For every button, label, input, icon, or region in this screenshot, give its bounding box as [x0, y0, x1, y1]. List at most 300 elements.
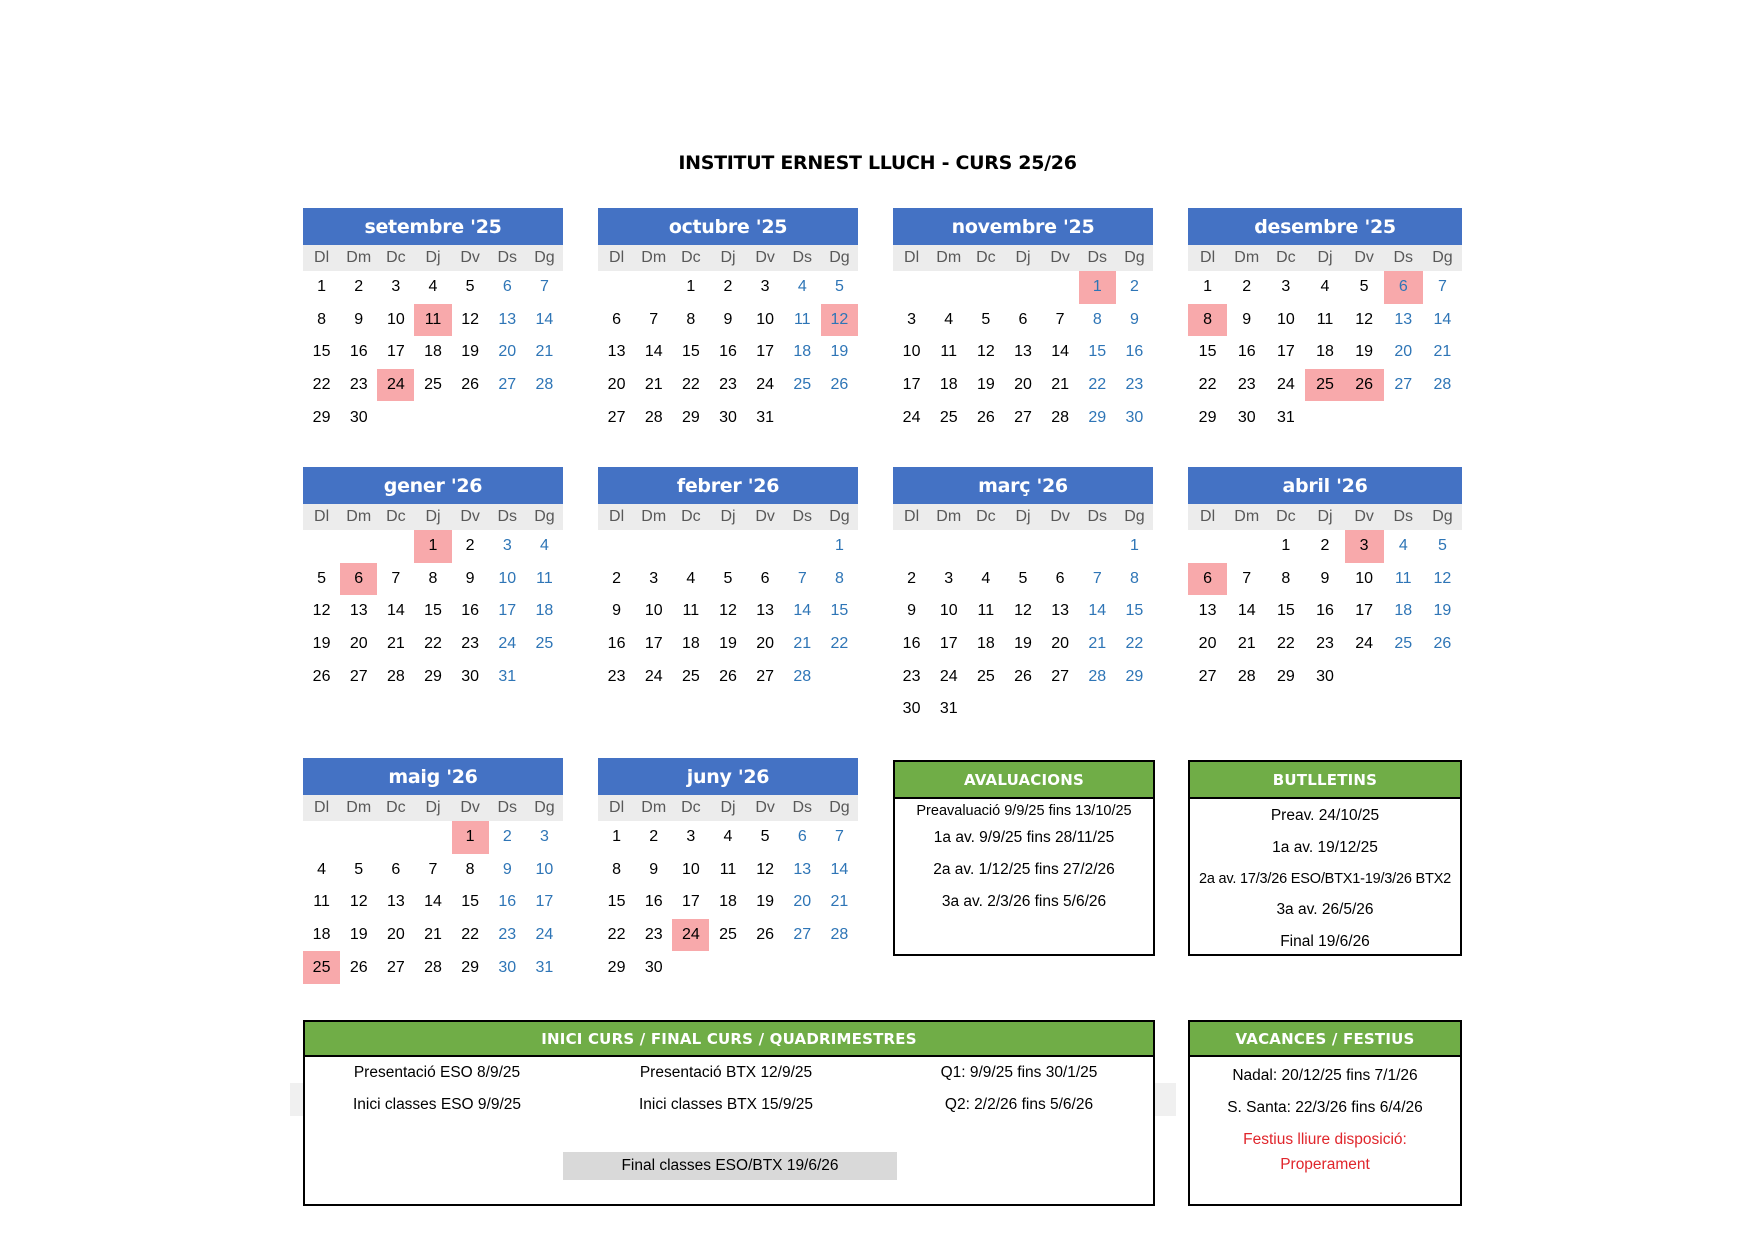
weekday-label: Dg	[829, 799, 850, 816]
day-cell: 19	[976, 376, 995, 394]
empty-cell	[1004, 530, 1041, 563]
weekday-label: Dg	[534, 249, 555, 266]
day-cell: 14	[535, 310, 554, 328]
day-cell: 15	[1088, 343, 1107, 361]
day-cell: 10	[1276, 310, 1295, 328]
day-cell: 15	[1276, 602, 1295, 620]
day-cell: 19	[1355, 343, 1374, 361]
day-cell: 25	[681, 667, 700, 685]
day-cell: 23	[1237, 376, 1256, 394]
day-cell: 13	[793, 860, 812, 878]
day-cell: 19	[756, 893, 775, 911]
weekday-label: Dg	[829, 508, 850, 525]
day-cell: 4	[686, 569, 696, 587]
weekday-label: Dl	[904, 249, 920, 266]
month-calendar	[303, 208, 563, 434]
butlletins-line: 1a av. 19/12/25	[1272, 839, 1378, 856]
day-cell: 24	[535, 926, 554, 944]
inici-line: Presentació BTX 12/9/25	[639, 1064, 813, 1081]
day-cell: 15	[1125, 602, 1144, 620]
empty-cell	[747, 530, 784, 563]
weekday-label: Dv	[460, 799, 480, 816]
day-grid	[598, 271, 858, 434]
day-cell: 27	[349, 667, 368, 685]
weekday-label: Ds	[792, 508, 813, 525]
day-cell: 2	[1129, 278, 1139, 296]
weekday-label: Dc	[1276, 249, 1296, 266]
day-cell: 24	[644, 667, 663, 685]
day-cell: 12	[976, 343, 995, 361]
weekday-label: Dj	[425, 249, 441, 266]
weekday-row	[1188, 245, 1462, 271]
empty-cell	[930, 271, 967, 304]
day-cell: 29	[1276, 667, 1295, 685]
day-cell: 27	[386, 958, 405, 976]
day-cell: 11	[313, 893, 330, 911]
holiday-day-cell: 24	[672, 919, 709, 952]
day-cell: 28	[793, 667, 812, 685]
avaluacions-header: AVALUACIONS	[895, 762, 1153, 799]
day-cell: 10	[1355, 569, 1374, 587]
weekday-label: Dj	[720, 249, 736, 266]
empty-cell	[1227, 530, 1266, 563]
empty-cell	[377, 530, 414, 563]
day-cell: 12	[1014, 602, 1032, 620]
day-cell: 23	[498, 926, 517, 944]
day-cell: 21	[535, 343, 554, 361]
day-cell: 5	[723, 569, 733, 587]
day-cell: 7	[1055, 310, 1065, 328]
month-title: abril '26	[1188, 467, 1462, 504]
day-cell: 7	[649, 310, 659, 328]
day-cell: 24	[902, 408, 921, 426]
weekday-row	[598, 245, 858, 271]
weekday-label: Dj	[1317, 249, 1333, 266]
day-cell: 2	[465, 537, 475, 555]
day-cell: 28	[1433, 376, 1452, 394]
day-cell: 14	[1088, 602, 1107, 620]
day-cell: 12	[756, 860, 775, 878]
empty-cell	[784, 530, 821, 563]
day-cell: 20	[386, 926, 405, 944]
day-cell: 23	[644, 926, 663, 944]
day-cell: 30	[1316, 667, 1334, 685]
day-cell: 30	[1125, 408, 1144, 426]
day-cell: 13	[1394, 310, 1413, 328]
day-cell: 8	[428, 569, 438, 587]
inici-line: Inici classes ESO 9/9/25	[353, 1096, 521, 1113]
day-cell: 15	[1198, 343, 1217, 361]
day-cell: 29	[681, 408, 700, 426]
day-cell: 23	[1125, 376, 1144, 394]
month-calendar	[598, 467, 858, 693]
day-cell: 5	[834, 278, 844, 296]
empty-cell	[1004, 271, 1041, 304]
weekday-label: Dj	[1015, 249, 1031, 266]
day-cell: 7	[797, 569, 807, 587]
weekday-label: Dc	[386, 249, 406, 266]
day-cell: 1	[317, 278, 327, 296]
day-cell: 8	[1129, 569, 1139, 587]
day-cell: 6	[502, 278, 512, 296]
day-cell: 14	[830, 860, 849, 878]
day-cell: 27	[1198, 667, 1217, 685]
day-cell: 23	[349, 376, 368, 394]
day-cell: 5	[1359, 278, 1369, 296]
empty-cell	[967, 271, 1004, 304]
day-cell: 13	[1051, 602, 1070, 620]
day-cell: 14	[386, 602, 405, 620]
day-cell: 13	[498, 310, 517, 328]
day-cell: 9	[1242, 310, 1252, 328]
festius-note: Properament	[1280, 1156, 1370, 1173]
day-cell: 21	[386, 635, 405, 653]
day-cell: 6	[612, 310, 622, 328]
day-cell: 18	[1316, 343, 1334, 361]
day-cell: 27	[607, 408, 626, 426]
day-cell: 16	[461, 602, 480, 620]
inici-line: Q2: 2/2/26 fins 5/6/26	[944, 1096, 1094, 1113]
day-cell: 26	[1014, 667, 1032, 685]
day-cell: 18	[976, 635, 995, 653]
day-cell: 19	[1433, 602, 1452, 620]
weekday-row	[598, 795, 858, 821]
day-cell: 8	[1092, 310, 1102, 328]
weekday-label: Dm	[346, 249, 372, 266]
weekday-label: Dl	[314, 508, 330, 525]
day-cell: 17	[1276, 343, 1295, 361]
day-cell: 5	[317, 569, 327, 587]
day-cell: 21	[644, 376, 663, 394]
day-cell: 12	[1433, 569, 1452, 587]
day-cell: 12	[312, 602, 331, 620]
weekday-label: Dv	[1050, 508, 1070, 525]
weekday-label: Dc	[976, 508, 996, 525]
month-calendar	[303, 758, 563, 984]
day-cell: 5	[1437, 537, 1447, 555]
day-cell: 16	[644, 893, 663, 911]
day-cell: 19	[1014, 635, 1032, 653]
day-cell: 25	[793, 376, 812, 394]
day-cell: 24	[1276, 376, 1295, 394]
weekday-label: Dc	[976, 249, 996, 266]
day-cell: 16	[1237, 343, 1256, 361]
weekday-label: Dl	[314, 799, 330, 816]
weekday-label: Dg	[534, 799, 555, 816]
day-cell: 13	[607, 343, 626, 361]
day-cell: 26	[349, 958, 368, 976]
day-cell: 17	[1355, 602, 1374, 620]
day-cell: 9	[354, 310, 364, 328]
day-cell: 1	[834, 537, 844, 555]
day-cell: 3	[944, 569, 954, 587]
month-calendar	[893, 467, 1153, 726]
day-cell: 6	[760, 569, 770, 587]
day-cell: 15	[424, 602, 442, 620]
day-cell: 26	[1433, 635, 1452, 653]
weekday-label: Dc	[681, 799, 701, 816]
day-cell: 12	[461, 310, 480, 328]
day-cell: 4	[1398, 537, 1408, 555]
weekday-label: Dl	[904, 508, 920, 525]
day-cell: 19	[461, 343, 480, 361]
month-calendar	[598, 208, 858, 434]
weekday-label: Dv	[755, 799, 775, 816]
day-cell: 2	[907, 569, 917, 587]
day-cell: 27	[1051, 667, 1070, 685]
day-cell: 4	[1320, 278, 1330, 296]
day-cell: 19	[349, 926, 368, 944]
day-cell: 24	[939, 667, 958, 685]
avaluacions-box	[893, 760, 1155, 956]
day-cell: 1	[1129, 537, 1139, 555]
day-cell: 22	[1125, 635, 1144, 653]
day-cell: 18	[1394, 602, 1413, 620]
day-grid	[893, 271, 1153, 434]
day-cell: 7	[539, 278, 549, 296]
weekday-label: Dm	[346, 508, 372, 525]
final-classes-bar: Final classes ESO/BTX 19/6/26	[563, 1152, 897, 1180]
day-cell: 31	[756, 408, 775, 426]
day-cell: 16	[1125, 343, 1144, 361]
day-cell: 17	[939, 635, 958, 653]
day-cell: 8	[465, 860, 475, 878]
weekday-row	[303, 245, 563, 271]
day-cell: 13	[349, 602, 368, 620]
day-cell: 10	[756, 310, 775, 328]
day-cell: 14	[1433, 310, 1452, 328]
weekday-label: Dg	[534, 508, 555, 525]
empty-cell	[414, 821, 451, 854]
day-cell: 30	[902, 700, 921, 718]
day-cell: 25	[719, 926, 737, 944]
empty-cell	[930, 530, 967, 563]
day-cell: 15	[607, 893, 626, 911]
day-cell: 13	[1014, 343, 1032, 361]
day-cell: 26	[976, 408, 995, 426]
day-grid	[1188, 530, 1462, 693]
weekday-row	[598, 504, 858, 530]
day-cell: 21	[830, 893, 849, 911]
day-cell: 29	[1088, 408, 1107, 426]
day-cell: 9	[465, 569, 475, 587]
weekday-label: Ds	[792, 799, 813, 816]
empty-cell	[1188, 530, 1227, 563]
holiday-day-cell: 24	[377, 369, 414, 402]
weekday-label: Dl	[314, 249, 330, 266]
month-calendar	[1188, 467, 1462, 693]
empty-cell	[635, 530, 672, 563]
day-cell: 29	[607, 958, 626, 976]
day-cell: 20	[349, 635, 368, 653]
day-cell: 16	[498, 893, 517, 911]
holiday-day-cell: 25	[303, 951, 340, 984]
month-title: març '26	[893, 467, 1153, 504]
holiday-day-cell: 11	[414, 304, 451, 337]
day-cell: 6	[1018, 310, 1028, 328]
weekday-label: Dl	[609, 249, 625, 266]
day-cell: 22	[1276, 635, 1295, 653]
day-cell: 31	[498, 667, 517, 685]
weekday-label: Dg	[1124, 249, 1145, 266]
day-cell: 4	[428, 278, 438, 296]
day-cell: 23	[1316, 635, 1334, 653]
weekday-label: Ds	[1087, 249, 1108, 266]
day-cell: 8	[686, 310, 696, 328]
month-title: octubre '25	[598, 208, 858, 245]
weekday-label: Ds	[1393, 249, 1414, 266]
month-title: desembre '25	[1188, 208, 1462, 245]
day-cell: 26	[830, 376, 849, 394]
holiday-day-cell: 1	[452, 821, 489, 854]
day-cell: 22	[1198, 376, 1217, 394]
day-cell: 20	[793, 893, 812, 911]
holiday-day-cell: 6	[1384, 271, 1423, 304]
day-cell: 2	[612, 569, 622, 587]
day-cell: 25	[1394, 635, 1413, 653]
empty-cell	[709, 530, 746, 563]
holiday-day-cell: 12	[821, 304, 858, 337]
day-cell: 26	[719, 667, 737, 685]
empty-cell	[893, 530, 930, 563]
day-cell: 6	[797, 828, 807, 846]
day-cell: 11	[1316, 310, 1334, 328]
day-cell: 5	[760, 828, 770, 846]
weekday-label: Dv	[755, 249, 775, 266]
day-cell: 22	[1088, 376, 1107, 394]
empty-cell	[598, 530, 635, 563]
day-cell: 27	[1014, 408, 1032, 426]
day-cell: 18	[681, 635, 700, 653]
day-cell: 2	[502, 828, 512, 846]
weekday-label: Dj	[720, 508, 736, 525]
day-cell: 19	[719, 635, 737, 653]
weekday-label: Dl	[1200, 508, 1216, 525]
day-cell: 31	[1276, 408, 1295, 426]
day-cell: 24	[498, 635, 517, 653]
holiday-day-cell: 25	[1305, 369, 1344, 402]
day-cell: 5	[465, 278, 475, 296]
day-cell: 6	[391, 860, 401, 878]
weekday-label: Dj	[425, 508, 441, 525]
day-grid	[598, 821, 858, 984]
weekday-label: Dg	[1124, 508, 1145, 525]
day-cell: 24	[1355, 635, 1374, 653]
day-cell: 12	[719, 602, 737, 620]
day-cell: 18	[939, 376, 958, 394]
day-cell: 5	[1018, 569, 1028, 587]
day-cell: 11	[977, 602, 995, 620]
day-cell: 3	[539, 828, 549, 846]
weekday-label: Dg	[829, 249, 850, 266]
day-cell: 9	[612, 602, 622, 620]
day-cell: 3	[391, 278, 401, 296]
weekday-label: Ds	[1087, 508, 1108, 525]
weekday-label: Dm	[936, 249, 962, 266]
day-cell: 16	[607, 635, 626, 653]
empty-cell	[1079, 530, 1116, 563]
day-cell: 17	[644, 635, 663, 653]
empty-cell	[672, 530, 709, 563]
holiday-day-cell: 26	[1345, 369, 1384, 402]
day-cell: 22	[312, 376, 331, 394]
month-calendar	[303, 467, 563, 693]
day-cell: 15	[312, 343, 331, 361]
day-cell: 2	[354, 278, 364, 296]
day-cell: 14	[424, 893, 442, 911]
day-cell: 8	[317, 310, 327, 328]
day-cell: 1	[686, 278, 696, 296]
day-cell: 16	[349, 343, 368, 361]
day-cell: 12	[1355, 310, 1374, 328]
day-cell: 28	[830, 926, 849, 944]
day-cell: 17	[902, 376, 921, 394]
day-cell: 7	[428, 860, 438, 878]
day-cell: 15	[830, 602, 849, 620]
day-cell: 30	[349, 408, 368, 426]
day-cell: 14	[793, 602, 812, 620]
day-cell: 23	[461, 635, 480, 653]
holiday-day-cell: 6	[1188, 563, 1227, 596]
day-cell: 30	[1237, 408, 1256, 426]
day-cell: 2	[723, 278, 733, 296]
day-cell: 2	[1320, 537, 1330, 555]
weekday-label: Dm	[641, 508, 667, 525]
day-cell: 4	[944, 310, 954, 328]
day-cell: 26	[312, 667, 331, 685]
day-cell: 20	[1051, 635, 1070, 653]
butlletins-line: 3a av. 26/5/26	[1276, 901, 1374, 918]
empty-cell	[303, 821, 340, 854]
holiday-day-cell: 6	[340, 563, 377, 596]
day-cell: 28	[386, 667, 405, 685]
day-cell: 12	[349, 893, 368, 911]
day-cell: 5	[354, 860, 364, 878]
day-cell: 21	[1433, 343, 1452, 361]
day-cell: 23	[607, 667, 626, 685]
day-cell: 7	[834, 828, 844, 846]
day-cell: 22	[681, 376, 700, 394]
month-title: setembre '25	[303, 208, 563, 245]
empty-cell	[377, 821, 414, 854]
day-cell: 27	[756, 667, 775, 685]
day-cell: 21	[793, 635, 812, 653]
day-cell: 19	[830, 343, 849, 361]
day-cell: 10	[386, 310, 405, 328]
day-cell: 10	[902, 343, 921, 361]
day-grid	[303, 271, 563, 434]
day-cell: 9	[502, 860, 512, 878]
day-cell: 14	[1237, 602, 1256, 620]
weekday-label: Dj	[1015, 508, 1031, 525]
day-cell: 31	[939, 700, 958, 718]
weekday-label: Dv	[1050, 249, 1070, 266]
month-calendar	[598, 758, 858, 984]
day-cell: 7	[1242, 569, 1252, 587]
day-grid	[893, 530, 1153, 726]
day-cell: 21	[424, 926, 442, 944]
weekday-label: Dm	[346, 799, 372, 816]
day-cell: 30	[719, 408, 737, 426]
day-cell: 26	[756, 926, 775, 944]
inici-curs-header: INICI CURS / FINAL CURS / QUADRIMESTRES	[305, 1022, 1153, 1057]
day-cell: 25	[939, 408, 958, 426]
weekday-label: Dm	[1234, 249, 1260, 266]
day-cell: 11	[940, 343, 958, 361]
day-cell: 3	[760, 278, 770, 296]
day-cell: 29	[1125, 667, 1144, 685]
day-cell: 1	[1281, 537, 1291, 555]
